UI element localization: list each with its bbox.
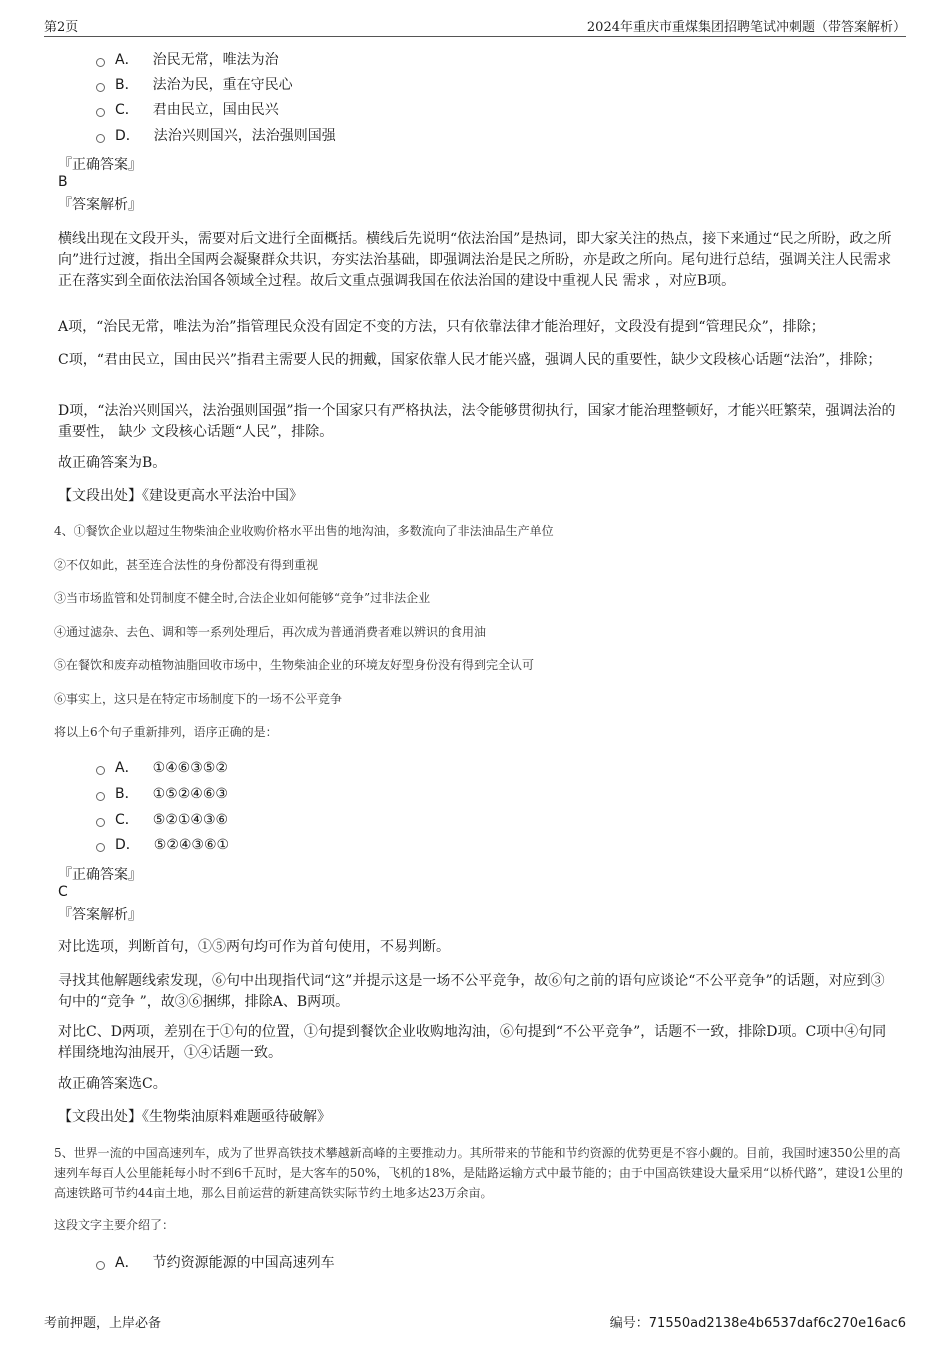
q4-option-a[interactable]: A． ①④⑥③⑤② (96, 758, 228, 778)
q4-option-b[interactable]: B． ①⑤②④⑥③ (96, 784, 228, 804)
q3-analysis-p4: D项，“法治兴则国兴，法治强则国强”指一个国家只有严格执法，法令能够贯彻执行，国家才能治理整顿好，才能兴旺繁荣，强调法治的重要性， 缺少 文段核心话题“人民”，排除。 (58, 403, 896, 440)
footer-slogan: 考前押题，上岸必备 (44, 1316, 162, 1331)
q4-correct-label: 『正确答案』 (58, 867, 142, 883)
q4-sentence-5: ⑤在餐饮和废弃动植物油脂回收市场中，生物柴油企业的环境友好型身份没有得到完全认可 (54, 658, 535, 672)
q4-analysis-p4: 故正确答案选C。 (58, 1076, 167, 1092)
q3-analysis-label: 『答案解析』 (58, 197, 142, 213)
radio-icon[interactable] (96, 134, 105, 143)
q5-option-a[interactable]: A． 节约资源能源的中国高速列车 (96, 1253, 335, 1273)
q5-prompt: 这段文字主要介绍了： (54, 1218, 175, 1232)
q3-option-a[interactable]: A． 治民无常，唯法为治 (96, 50, 279, 70)
radio-icon[interactable] (96, 818, 105, 827)
q4-source: 【文段出处】《生物柴油原料难题亟待破解》 (58, 1109, 331, 1125)
q4-sentence-6: ⑥事实上，这只是在特定市场制度下的一场不公平竞争 (54, 692, 343, 706)
q4-option-c[interactable]: C． ⑤②①④③⑥ (96, 810, 228, 830)
q4-sentence-2: ②不仅如此，甚至连合法性的身份都没有得到重视 (54, 558, 319, 572)
q3-correct-label: 『正确答案』 (58, 157, 142, 173)
radio-icon[interactable] (96, 792, 105, 801)
q3-answer: B (58, 174, 68, 190)
q3-analysis-p3: C项，“君由民立，国由民兴”指君主需要人民的拥戴，国家依靠人民才能兴盛，强调人民的重要性，缺少文段核心话题“法治”，排除； (58, 352, 882, 368)
document-code: 编号：71550ad2138e4b6537daf6c270e16ac6 (609, 1316, 906, 1331)
q4-option-d[interactable]: D． ⑤②④③⑥① (96, 835, 229, 855)
radio-icon[interactable] (96, 843, 105, 852)
q3-option-d[interactable]: D． 法治兴则国兴，法治强则国强 (96, 126, 336, 146)
radio-icon[interactable] (96, 1261, 105, 1270)
q3-analysis-p1: 横线出现在文段开头，需要对后文进行全面概括。横线后先说明“依法治国”是热词，即大家关注的热点，接下来通过“民之所盼，政之所向”进行过渡，指出全国两会凝聚群众共识，夯实法治基础，即强调法治是民之所盼，亦是政之所向。尾句进行总结，强调关注人民需求正在落实到全面依法治国各领域全过程。故后文重点强调我国在依法治国的建设中重视人民 需求 ，对应B项。 (58, 231, 892, 289)
q3-source: 【文段出处】《建设更高水平法治中国》 (58, 488, 303, 504)
q3-analysis-p5: 故正确答案为B。 (58, 455, 167, 471)
radio-icon[interactable] (96, 766, 105, 775)
q4-analysis-label: 『答案解析』 (58, 907, 142, 923)
q4-sentence-3: ③当市场监管和处罚制度不健全时,合法企业如何能够“竞争”过非法企业 (54, 591, 431, 605)
radio-icon[interactable] (96, 83, 105, 92)
q5-stem: 5、世界一流的中国高速列车，成为了世界高铁技术攀越新高峰的主要推动力。其所带来的节能和节约资源的优势更是不容小觑的。目前，我国时速350公里的高速列车每百人公里能耗每小时不到6千瓦时，是大客车的50%，飞机的18%，是陆路运输方式中最节能的；由于中国高铁建设大量采用“以桥代路”，建设1公里的高速铁路可节约44亩土地，那么目前运营的新建高铁实际节约土地多达23万余亩。 (54, 1146, 903, 1200)
q3-option-c[interactable]: C． 君由民立，国由民兴 (96, 100, 279, 120)
q3-option-b[interactable]: B． 法治为民，重在守民心 (96, 75, 293, 95)
q4-stem: 4、①餐饮企业以超过生物柴油企业收购价格水平出售的地沟油，多数流向了非法油品生产单位 (54, 524, 554, 538)
q4-prompt: 将以上6个句子重新排列，语序正确的是： (54, 725, 278, 739)
page-number: 第2页 (44, 20, 79, 35)
q4-analysis-p1: 对比选项，判断首句，①⑤两句均可作为首句使用，不易判断。 (58, 939, 450, 955)
q3-analysis-p2: A项，“治民无常，唯法为治”指管理民众没有固定不变的方法，只有依靠法律才能治理好，文段没有提到“管理民众”，排除； (58, 319, 825, 335)
q4-analysis-p3: 对比C、D两项，差别在于①句的位置，①句提到餐饮企业收购地沟油，⑥句提到“不公平竞争”，话题不一致，排除D项。C项中④句同样围绕地沟油展开，①④话题一致。 (58, 1024, 887, 1061)
q4-sentence-4: ④通过滤杂、去色、调和等一系列处理后，再次成为普通消费者难以辨识的食用油 (54, 625, 487, 639)
page-header (44, 14, 906, 37)
document-title: 2024年重庆市重煤集团招聘笔试冲刺题（带答案解析） (586, 20, 906, 35)
radio-icon[interactable] (96, 108, 105, 117)
radio-icon[interactable] (96, 58, 105, 67)
q4-analysis-p2: 寻找其他解题线索发现，⑥句中出现指代词“这”并提示这是一场不公平竞争，故⑥句之前的语句应谈论“不公平竞争”的话题，对应到③句中的“竞争 ”，故③⑥捆绑，排除A、B两项。 (58, 973, 885, 1010)
q4-answer: C (58, 884, 68, 900)
